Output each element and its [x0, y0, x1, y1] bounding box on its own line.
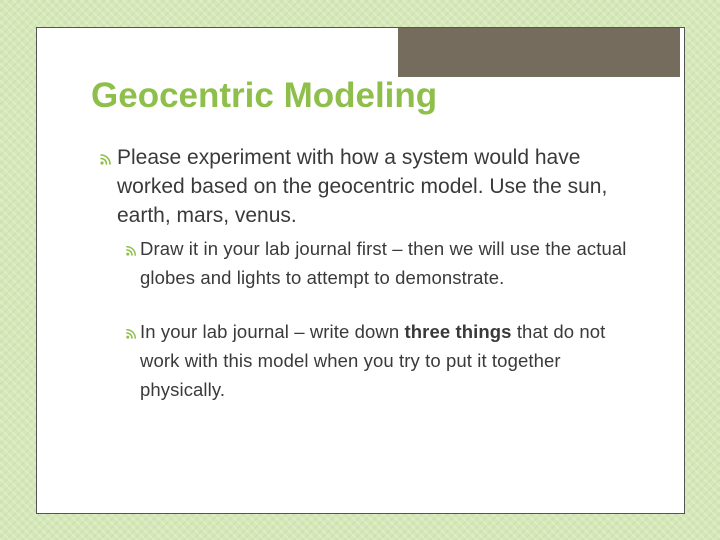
accent-bar [398, 28, 680, 77]
bullet-text: Please experiment with how a system would have worked based on the geocentric model. Use the sun, earth, mars, venus. [117, 146, 608, 227]
wifi-signal-icon [122, 239, 140, 259]
bullet-text-after: that do not work with this model when you try to put it together physically. [140, 321, 606, 400]
bullet-level1 [117, 143, 617, 230]
bullet-text-bold: three things [404, 321, 512, 342]
slide-title: Geocentric Modeling [91, 76, 438, 115]
bullet-text: Draw it in your lab journal first – then we will use the actual globes and lights to attempt to demonstrate. [140, 238, 627, 288]
bullet-level2 [140, 317, 630, 404]
wifi-signal-icon [97, 148, 115, 168]
wifi-signal-icon [122, 322, 140, 342]
bullet-level2 [140, 234, 630, 292]
bullet-text-before: In your lab journal – write down [140, 321, 405, 342]
